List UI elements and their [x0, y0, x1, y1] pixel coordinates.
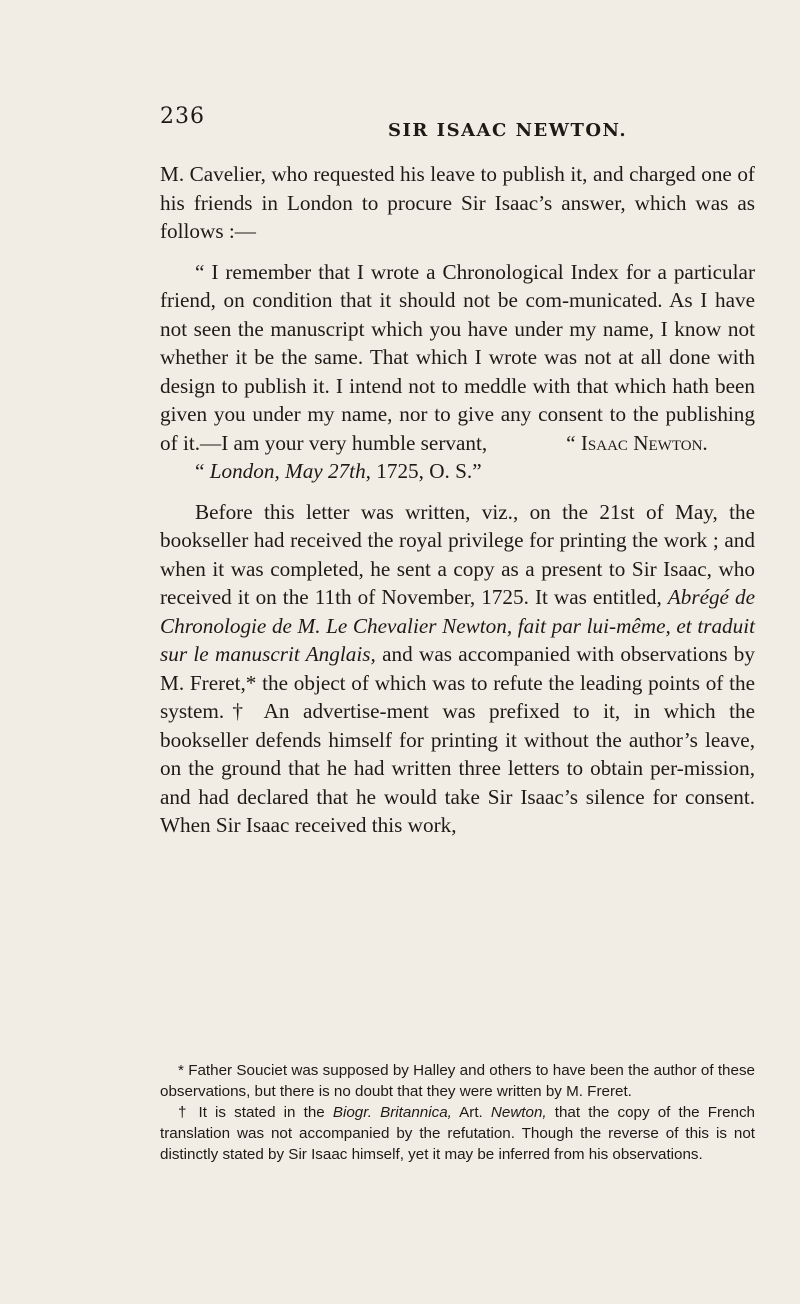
paragraph-cavelier: M. Cavelier, who requested his leave to publish it, and charged one of his friends in London to procure Sir Isaac’s answer, which was as follows :—	[160, 162, 755, 243]
footnote-star: * Father Souciet was supposed by Halley and others to have been the author of these observations, but there is no doubt that they were written by M. Freret.	[160, 1062, 755, 1100]
dateline-place: London, May 27th,	[209, 459, 371, 483]
page-number: 236	[160, 104, 205, 129]
page-header	[160, 104, 800, 144]
letter-text	[160, 258, 755, 458]
letter-body: “ I remember that I wrote a Chronological Index for a particular friend, on condition that it should not be com-municated. As I have not seen the manuscript which you have under my name, I know not whether it be the same. That which I wrote was not at all done with design to publish it. I intend not to meddle with that which hath been given you under my name, nor to give any consent to the publishing of it.—I am your very humble servant,	[160, 259, 755, 455]
body-text	[160, 160, 755, 840]
footnote-dagger: † It is stated in the Biogr. Britannica, Art. Newton, that the copy of the French translation was not accompanied by the refutation. Though the reverse of this is not distinctly stated by Sir Isaac himself, yet it may be inferred from his observations.	[160, 1104, 755, 1163]
letter-signature: “ Isaac Newton.	[566, 430, 708, 455]
footnotes	[160, 1060, 755, 1165]
paragraph-abrege: Before this letter was written, viz., on the 21st of May, the bookseller had received the royal privilege for printing the work ; and when it was completed, he sent a copy as a present to Sir Isaac, who received it on the 11th of November, 1725. It was entitled, Abrégé de Chronologie de M. Le Chevalier Newton, fait par lui-même, et traduit sur le manuscrit Anglais, and was accompanied with observations by M. Freret,* the object of which was to refute the leading points of the system.† An advertise-ment was prefixed to it, in which the bookseller defends himself for printing it without the author’s leave, on the ground that he had written three letters to obtain per-mission, and had declared that he would take Sir Isaac’s silence for consent. When Sir Isaac received this work,	[160, 499, 755, 837]
running-head: SIR ISAAC NEWTON.	[388, 120, 628, 141]
book-title: Abrégé de Chronologie de M. Le Chevalier Newton, fait par lui-même, et traduit sur le manuscrit Anglais,	[160, 585, 755, 666]
letter-dateline: “ London, May 27th, 1725, O. S.”	[195, 459, 482, 483]
